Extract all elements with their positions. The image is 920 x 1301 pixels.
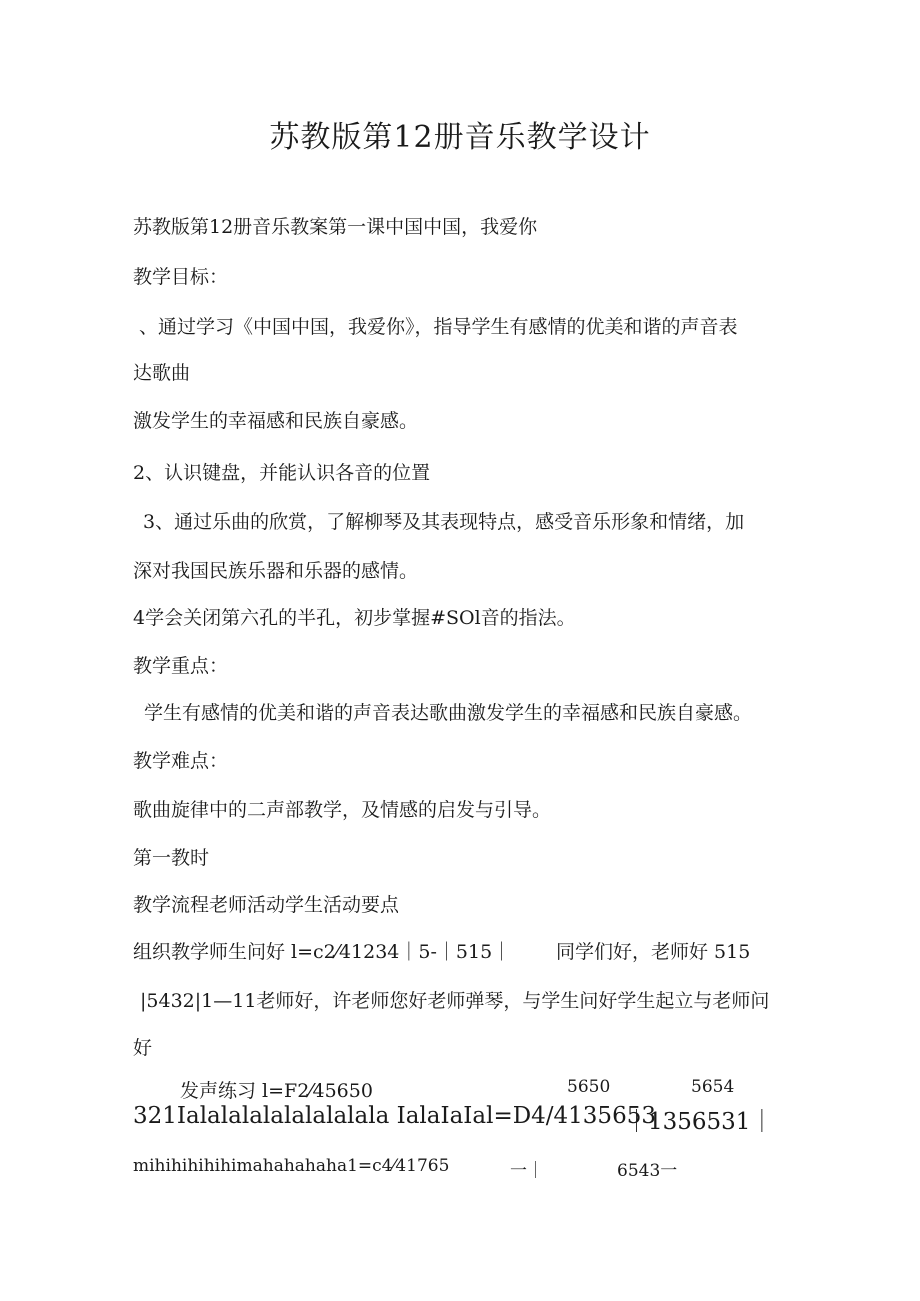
goal-3-line-a: 3、通过乐曲的欣赏，了解柳琴及其表现特点，感受音乐形象和情绪，加 (143, 511, 745, 533)
goal-4: 4学会关闭第六孔的半孔，初步掌握#SOl音的指法。 (133, 607, 576, 629)
goal-1-line-a: 、通过学习《中国中国，我爱你》，指导学生有感情的优美和谐的声音表 (139, 316, 738, 338)
goal-1-line-c: 激发学生的幸福感和民族自豪感。 (133, 410, 419, 432)
key-text: 学生有感情的优美和谐的声音表达歌曲激发学生的幸福感和民族自豪感。 (144, 702, 753, 724)
mi-notation-1: 一｜ (510, 1161, 544, 1181)
mi-syllables: mihihihihihimahahahaha1=c4⁄41765 (133, 1156, 450, 1176)
goal-2: 2、认识键盘，并能认识各音的位置 (133, 462, 431, 484)
voice-syllables: 321Ialalalalalalalalala IalaIaIal=D4/4135653 (133, 1103, 656, 1129)
key-heading: 教学重点： (133, 655, 229, 677)
goal-3-line-b: 深对我国民族乐器和乐器的感情。 (133, 560, 419, 582)
voice-notation-1: 5650 (567, 1077, 611, 1097)
organize-line-a: 组织教学师生问好 l=c2⁄41234｜5-｜515｜ (133, 941, 512, 963)
period-label: 第一教时 (133, 847, 210, 869)
lesson-line: 苏教版第12册音乐教案第一课中国中国，我爱你 (133, 216, 538, 238)
difficulty-heading: 教学难点： (133, 750, 229, 772)
voice-practice-label: 发声练习 l=F2⁄45650 (180, 1080, 373, 1102)
voice-notation-2: 5654 (691, 1077, 735, 1097)
flow-header: 教学流程老师活动学生活动要点 (133, 894, 400, 916)
goal-1-line-b: 达歌曲 (133, 362, 191, 384)
document-title: 苏教版第12册音乐教学设计 (269, 120, 651, 155)
difficulty-text: 歌曲旋律中的二声部教学，及情感的启发与引导。 (133, 799, 552, 821)
organize-line-b: 同学们好，老师好 515 (556, 941, 751, 963)
goal-heading: 教学目标： (133, 266, 229, 288)
mi-notation-2: 6543一 (617, 1161, 678, 1181)
organize-line-c: |5432|1—11老师好，许老师您好老师弹琴，与学生问好学生起立与老师问 (140, 990, 770, 1012)
voice-notation-3: ｜1356531｜ (625, 1109, 774, 1135)
organize-line-d: 好 (133, 1037, 153, 1059)
